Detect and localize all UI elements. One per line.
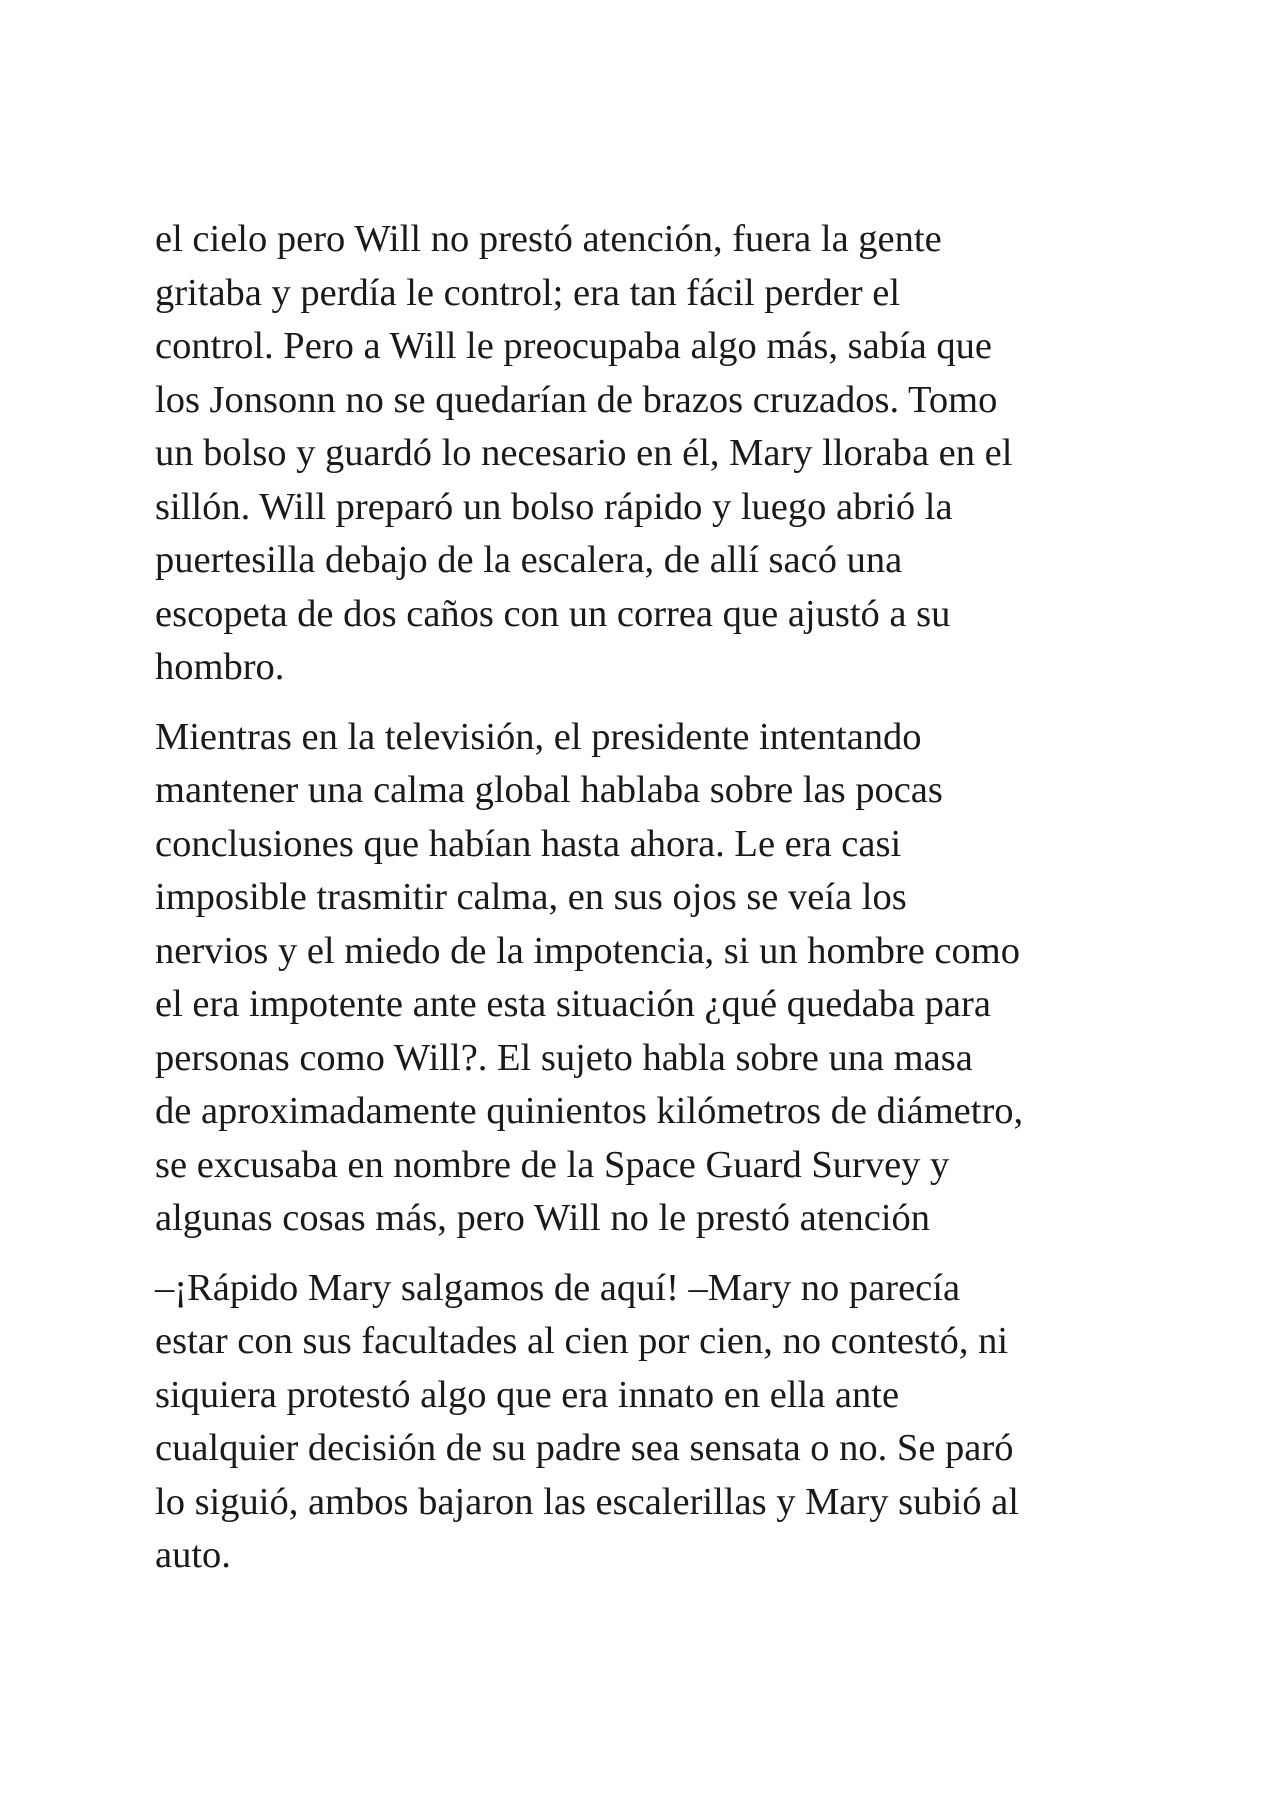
text-line: auto. bbox=[155, 1534, 231, 1576]
text-line: el cielo pero Will no prestó atención, fuera la gente bbox=[155, 218, 942, 260]
text-line: conclusiones que habían hasta ahora. Le era casi bbox=[155, 822, 902, 865]
text-line: imposible trasmitir calma, en sus ojos se veía los bbox=[155, 876, 907, 918]
text-line: los Jonsonn no se quedarían de brazos cruzados. Tomo bbox=[155, 378, 998, 421]
text-line: personas como Will?. El sujeto habla sobre una masa bbox=[155, 1036, 973, 1079]
text-line: nervios y el miedo de la impotencia, si un hombre como bbox=[155, 929, 1020, 972]
text-line: estar con sus facultades al cien por cien, no contestó, ni bbox=[155, 1320, 1009, 1362]
text-line: puertesilla debajo de la escalera, de allí sacó una bbox=[155, 539, 903, 581]
text-line: Mientras en la televisión, el presidente intentando bbox=[155, 715, 922, 758]
text-line: se excusaba en nombre de la Space Guard Survey y bbox=[155, 1143, 950, 1186]
text-line: sillón. Will preparó un bolso rápido y luego abrió la bbox=[155, 485, 953, 528]
paragraph-1 bbox=[155, 213, 1145, 695]
body-text bbox=[155, 213, 1145, 1599]
text-line: lo siguió, ambos bajaron las escalerillas y Mary subió al bbox=[155, 1480, 1019, 1523]
text-line: el era impotente ante esta situación ¿qué quedaba para bbox=[155, 983, 991, 1025]
text-line: hombro. bbox=[155, 646, 285, 688]
text-line: control. Pero a Will le preocupaba algo más, sabía que bbox=[155, 325, 992, 367]
text-line: de aproximadamente quinientos kilómetros de diámetro, bbox=[155, 1090, 1024, 1132]
text-line: un bolso y guardó lo necesario en él, Mary lloraba en el bbox=[155, 432, 1013, 474]
text-line: cualquier decisión de su padre sea sensata o no. Se paró bbox=[155, 1427, 1014, 1469]
text-line: algunas cosas más, pero Will no le prestó atención bbox=[155, 1197, 931, 1239]
text-line: gritaba y perdía le control; era tan fácil perder el bbox=[155, 271, 901, 314]
paragraph-3 bbox=[155, 1262, 1145, 1583]
text-line: –¡Rápido Mary salgamos de aquí! –Mary no parecía bbox=[155, 1266, 961, 1309]
text-line: escopeta de dos caños con un correa que ajustó a su bbox=[155, 592, 951, 635]
paragraph-2 bbox=[155, 711, 1145, 1246]
text-line: mantener una calma global hablaba sobre las pocas bbox=[155, 769, 943, 811]
text-line: siquiera protestó algo que era innato en ella ante bbox=[155, 1373, 900, 1416]
